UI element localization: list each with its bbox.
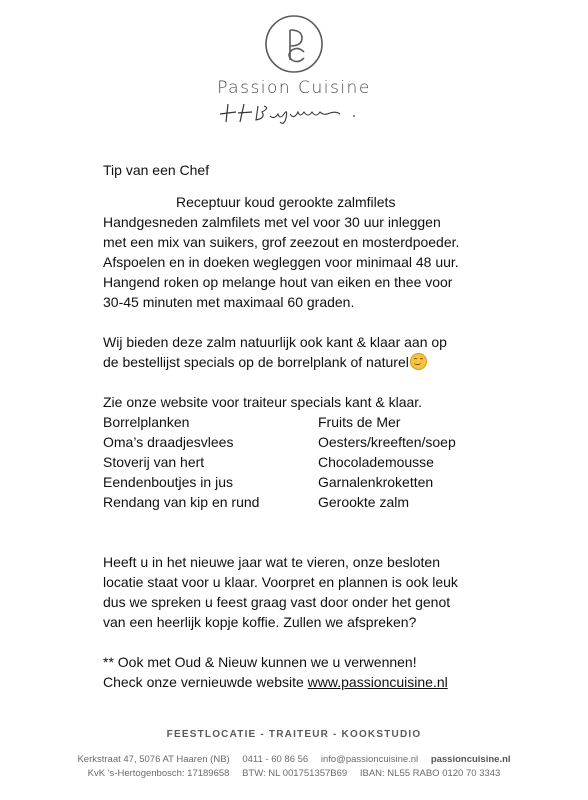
check-prefix: Check onze vernieuwde website [103,674,308,690]
brand-name: Passion Cuisine [217,78,371,98]
pc-monogram-logo [264,14,324,74]
website-link[interactable]: www.passioncuisine.nl [307,674,448,690]
footer-iban: IBAN: NL55 RABO 0120 70 3343 [359,768,501,779]
offer-line-2 [103,352,523,372]
check-website-line [103,672,523,692]
recipe-title: Receptuur koud gerookte zalmfilets [176,194,396,210]
footer-kvk: KvK 's-Hertogenbosch: 17189658 [87,768,230,779]
recipe-line: met een mix van suikers, grof zeezout en mosterdpoeder. [103,234,460,250]
recipe-line: Afspoelen en in doeken wegleggen voor minimaal 48 uur. [103,254,459,270]
recipe-line: Hangend roken op melange hout van eiken en thee voor [103,274,453,290]
menu-item: Eendenboutjes in jus [103,474,233,490]
footer-phone: 0411 - 60 86 56 [242,754,309,765]
specials-menu [103,412,523,512]
event-line: dus we spreken u feest graag vast door onder het genot [103,594,451,610]
tip-heading: Tip van een Chef [103,162,210,178]
menu-item: Borrelplanken [103,414,190,430]
menu-item: Rendang van kip en rund [103,494,260,510]
recipe-line: Handgesneden zalmfilets met vel voor 30 uur inleggen [103,214,441,230]
website-intro: Zie onze website voor traiteur specials kant & klaar. [103,394,423,410]
footer-address: Kerkstraat 47, 5076 AT Haaren (NB) [77,754,230,765]
offer-line-text: de bestellijst specials op de borrelplank of naturel [103,354,409,370]
menu-item: Oma’s draadjesvlees [103,434,234,450]
offer-line: Wij bieden deze zalm natuurlijk ook kant & klaar aan op [103,334,447,350]
letter-body [103,160,523,692]
recipe-line: 30-45 minuten met maximaal 60 graden. [103,294,355,310]
smile-emoji-icon [410,353,427,370]
header-logo [0,14,588,126]
footer-contact-line [0,754,588,765]
menu-item: Chocolademousse [318,454,434,470]
signature-icon [214,100,374,126]
event-line: locatie staat voor u klaar. Voorpret en plannen is ook leuk [103,574,458,590]
menu-item: Oesters/kreeften/soep [318,434,456,450]
menu-item: Stoverij van hert [103,454,205,470]
event-line: van een heerlijk kopje koffie. Zullen we afspreken? [103,614,417,630]
menu-item: Fruits de Mer [318,414,401,430]
footer-registration-line [0,768,588,779]
footer-btw: BTW: NL 001751357B69 [242,768,348,779]
new-year-line: ** Ook met Oud & Nieuw kunnen we u verwennen! [103,654,417,670]
footer-tagline: FEESTLOCATIE - TRAITEUR - KOOKSTUDIO [166,729,422,740]
event-line: Heeft u in het nieuwe jaar wat te vieren, onze besloten [103,554,440,570]
footer-site[interactable]: passioncuisine.nl [430,754,511,765]
menu-item: Gerookte zalm [318,494,410,510]
footer-email[interactable]: info@passioncuisine.nl [320,754,419,765]
menu-item: Garnalenkroketten [318,474,434,490]
